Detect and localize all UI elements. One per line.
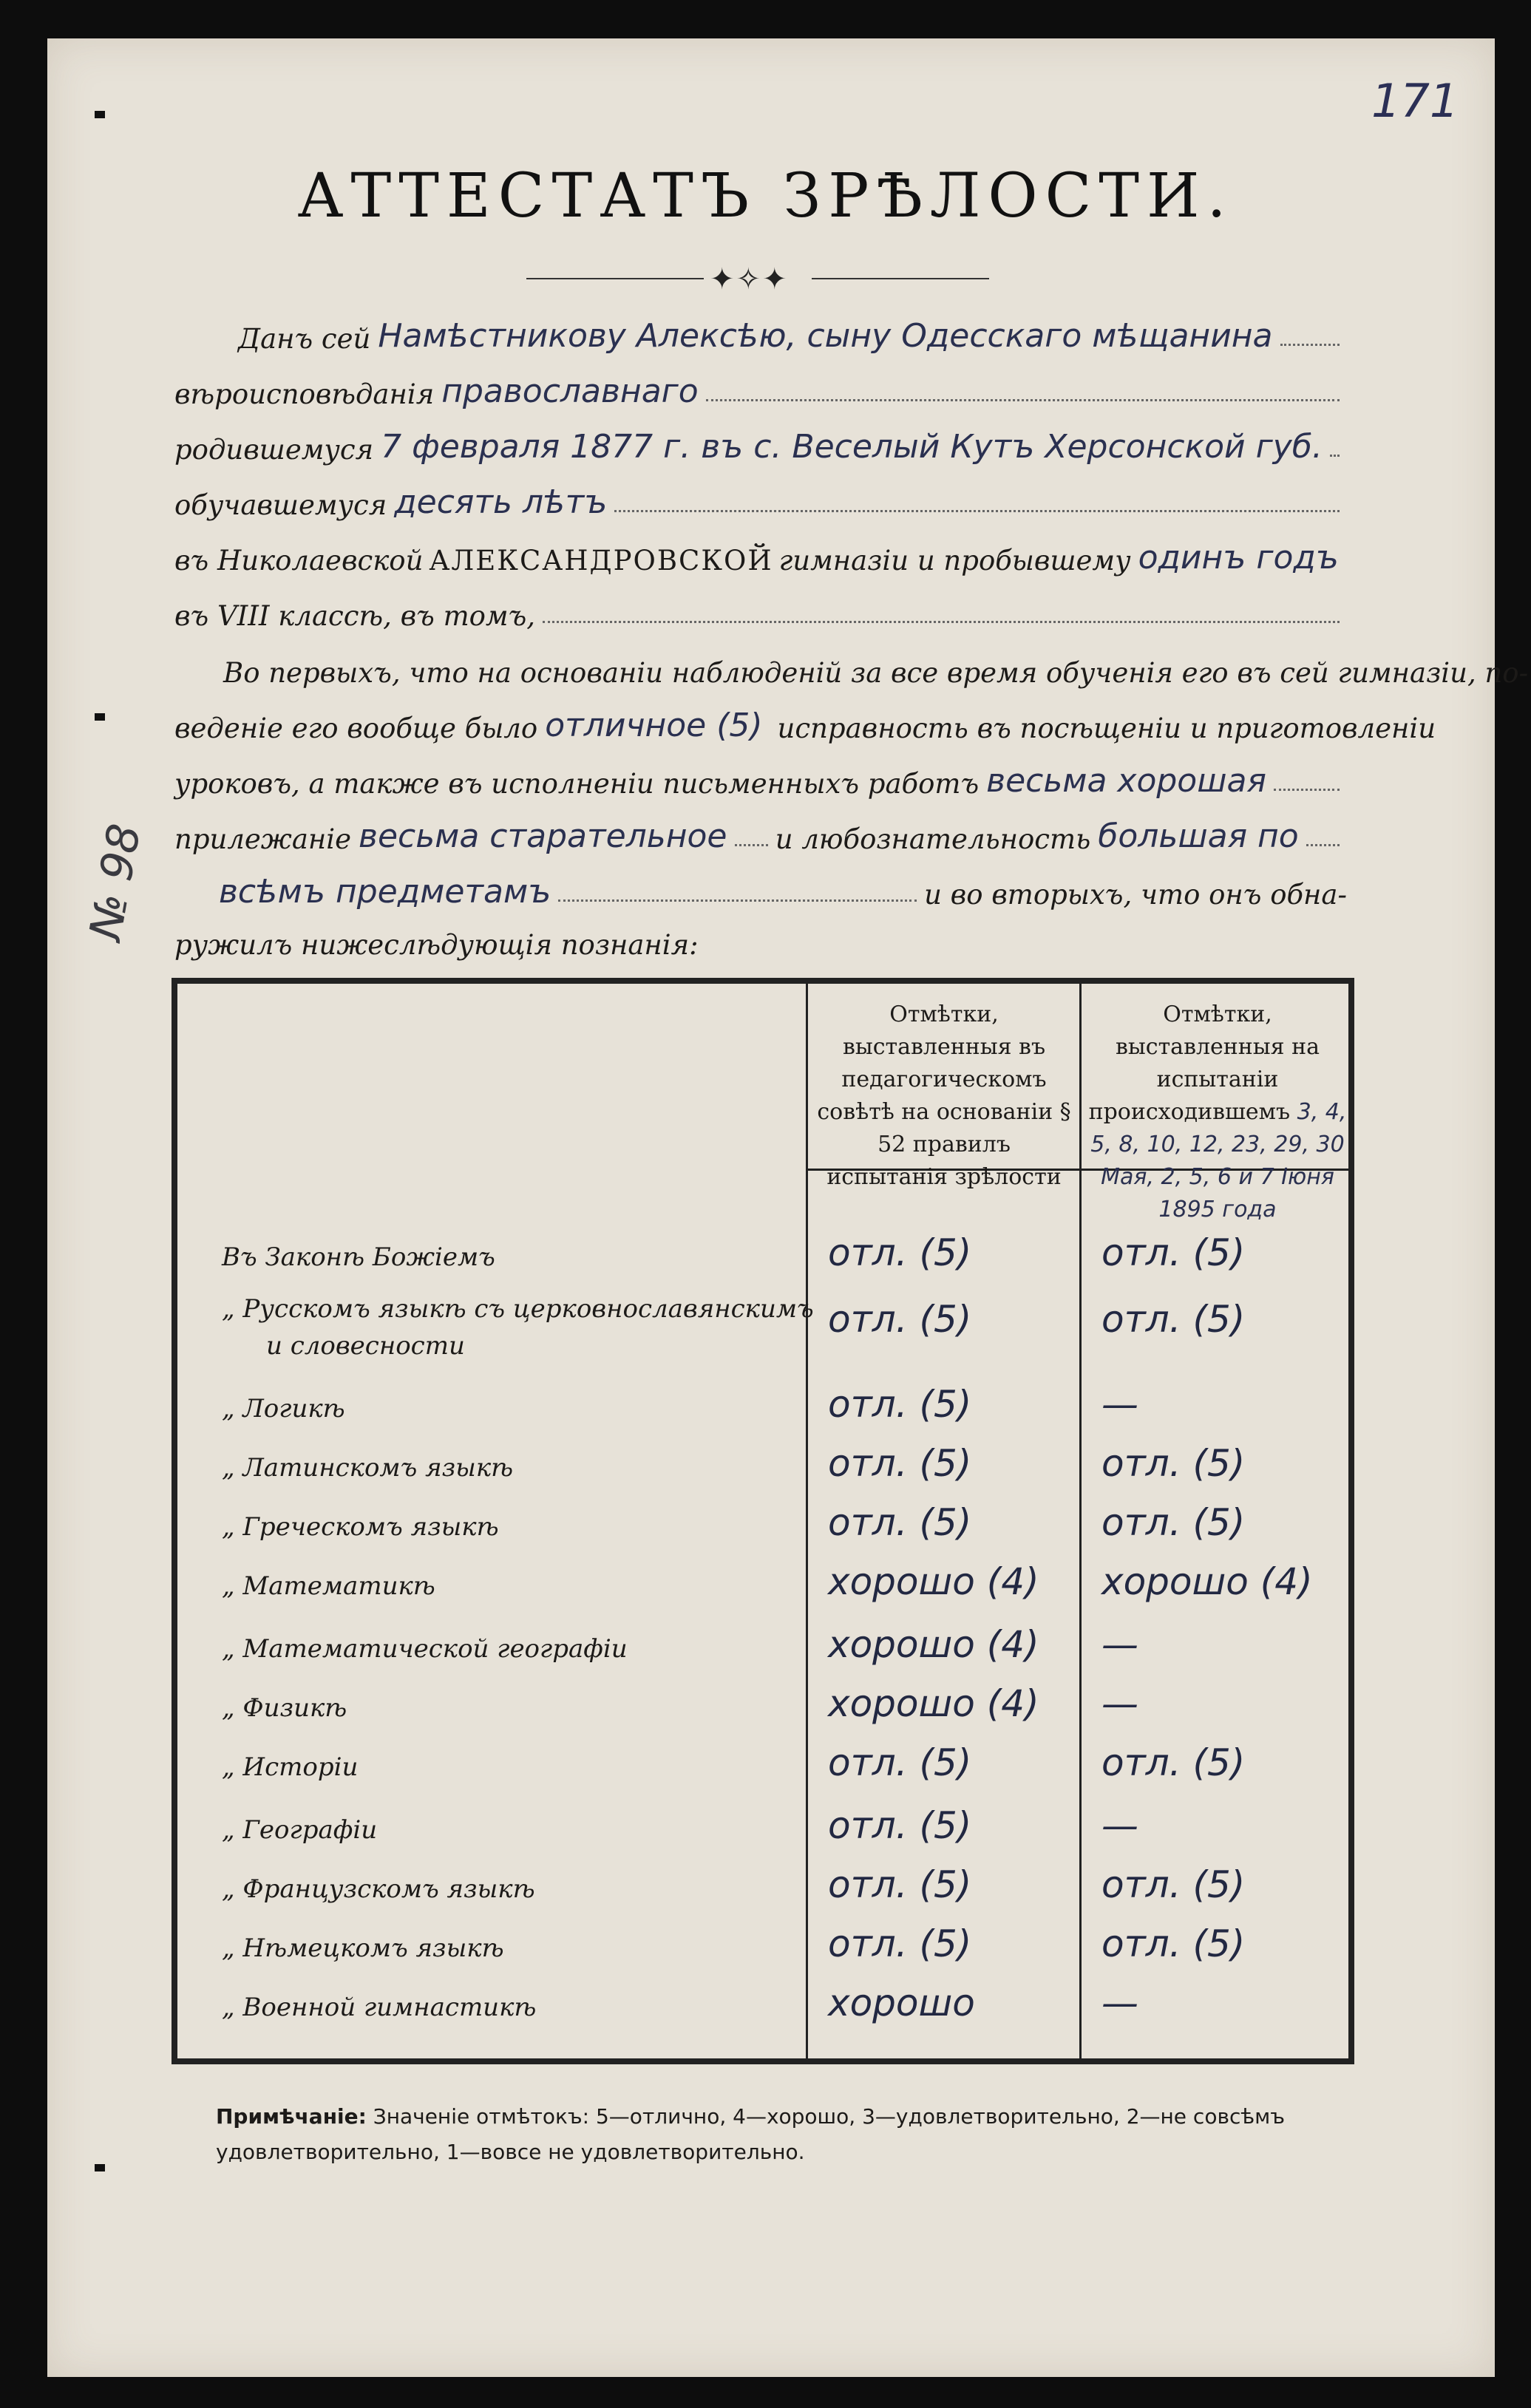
header-exam-dates: 3, 4, 5, 8, 10, 12, 23, 29, 30 Мая, 2, 5, 6 и 7 Іюня 1895 года [1090, 1099, 1347, 1222]
handwritten-zeal: весьма старательное [359, 817, 727, 855]
handwritten-conduct: отличное (5) [545, 707, 763, 744]
subject-label: „ Географіи [222, 1815, 378, 1845]
body-text: Во первыхъ, что на основаніи наблюденій за все время обученія его въ сей гимназіи, по- [223, 657, 1529, 689]
grade-council: отл. (5) [828, 1501, 972, 1544]
dotted-line [706, 398, 1340, 401]
gymnasium-name: АЛЕКСАНДРОВСКОЙ [429, 545, 773, 577]
subject-label: „ Русскомъ языкѣ съ церковнославянскимъ [222, 1294, 814, 1324]
title-rule-left [526, 278, 704, 279]
punch-mark [95, 2164, 105, 2171]
grade-council: отл. (5) [828, 1231, 972, 1274]
subject-label: „ Нѣмецкомъ языкѣ [222, 1933, 504, 1963]
dotted-line [1330, 454, 1340, 457]
grades-table [172, 978, 1354, 2064]
label: гимназіи и пробывшему [778, 545, 1131, 577]
table-divider [806, 984, 808, 2058]
handwritten-curiosity: большая по [1098, 817, 1299, 855]
label: вѣроисповѣданія [174, 378, 435, 410]
subject-label: Въ Законѣ Божіемъ [222, 1242, 495, 1272]
label: въ Николаевской [174, 545, 424, 577]
line-gymnasium [174, 532, 1347, 577]
subject-label-cont: и словесности [266, 1331, 465, 1361]
grade-exam: отл. (5) [1101, 1442, 1246, 1485]
grade-exam: — [1101, 1383, 1138, 1426]
label: обучавшемуся [174, 489, 387, 521]
title-rule-right [812, 278, 989, 279]
handwritten-diligence: весьма хорошая [986, 762, 1266, 800]
label: въ VIII классѣ, въ томъ, [174, 600, 536, 632]
punch-mark [95, 713, 105, 721]
body-text: исправность въ посѣщеніи и приготовленіи [777, 712, 1436, 744]
line-given [238, 310, 1347, 355]
subject-label: „ Физикѣ [222, 1693, 347, 1723]
header-exam [1088, 999, 1347, 1226]
body-text: веденіе его вообще было [174, 712, 538, 744]
subject-label: „ Исторіи [222, 1752, 359, 1782]
grade-exam: — [1101, 1804, 1138, 1847]
body-line-5 [174, 866, 1347, 911]
dotted-line [1306, 843, 1340, 846]
grade-council: хорошо (4) [828, 1682, 1039, 1725]
header-council: Отмѣтки, выставленныя въ педагогическомъ совѣтѣ на основаніи § 52 правилъ испытанія зрѣлости [817, 1001, 1071, 1190]
body-text: уроковъ, а также въ исполненіи письменныхъ работъ [174, 768, 980, 800]
line-class [174, 588, 1347, 632]
grade-council: хорошо (4) [828, 1623, 1039, 1666]
body-text: и во вторыхъ, что онъ обна- [924, 879, 1347, 911]
subject-label: „ Французскомъ языкѣ [222, 1874, 535, 1904]
dotted-line [543, 620, 1340, 623]
dotted-line [1274, 788, 1340, 791]
grade-council: хорошо [828, 1982, 975, 2024]
subject-label: „ Математической географіи [222, 1634, 628, 1664]
handwritten-name: Намѣстникову Алексѣю, сыну Одесскаго мѣщанина [378, 317, 1273, 355]
footnote-label: Примѣчаніе: [216, 2104, 367, 2129]
page-title: АТТЕСТАТЪ ЗРѢЛОСТИ. [297, 161, 1234, 231]
grade-council: хорошо (4) [828, 1560, 1039, 1603]
grade-council: отл. (5) [828, 1922, 972, 1965]
footnote [216, 2099, 1354, 2170]
grade-exam: отл. (5) [1101, 1922, 1246, 1965]
grade-council: отл. (5) [828, 1383, 972, 1426]
table-divider [1079, 984, 1082, 2058]
ornament: ✦✧✦ [710, 262, 789, 296]
grade-exam: отл. (5) [1101, 1231, 1246, 1274]
dotted-line [558, 899, 917, 902]
body-line-4 [174, 811, 1347, 855]
label: Данъ сей [238, 323, 371, 355]
body-text: и любознательность [775, 823, 1091, 855]
grade-exam: — [1101, 1982, 1138, 2024]
grade-council: отл. (5) [828, 1804, 972, 1847]
subject-label: „ Военной гимнастикѣ [222, 1993, 537, 2022]
handwritten-curiosity-cont: всѣмъ предметамъ [219, 873, 551, 911]
grade-exam: — [1101, 1682, 1138, 1725]
subject-label: „ Греческомъ языкѣ [222, 1512, 499, 1542]
punch-mark [95, 111, 105, 118]
grade-council: отл. (5) [828, 1741, 972, 1784]
grade-exam: отл. (5) [1101, 1863, 1246, 1906]
grade-exam: отл. (5) [1101, 1741, 1246, 1784]
grade-council: отл. (5) [828, 1863, 972, 1906]
folio-number: 171 [1371, 74, 1459, 128]
handwritten-religion: православнаго [441, 373, 699, 410]
handwritten-duration: десять лѣтъ [394, 483, 608, 521]
body-text: ружилъ нижеслѣдующія познанія: [174, 929, 699, 961]
subject-label: „ Латинскомъ языкѣ [222, 1453, 514, 1483]
side-annotation: № 98 [80, 820, 152, 945]
subject-label: „ Логикѣ [222, 1394, 345, 1424]
body-line-2 [174, 700, 1436, 744]
dotted-line [1280, 343, 1340, 346]
header-exam-printed: Отмѣтки, выставленныя на испытаніи происходившемъ [1088, 1001, 1320, 1125]
grade-exam: — [1101, 1623, 1138, 1666]
label: родившемуся [174, 434, 374, 466]
body-line-1 [223, 644, 1529, 689]
grade-exam: отл. (5) [1101, 1501, 1246, 1544]
line-born [174, 421, 1347, 466]
grade-council: отл. (5) [828, 1298, 972, 1341]
grade-exam: отл. (5) [1101, 1298, 1246, 1341]
body-line-6 [174, 916, 1347, 961]
grade-council: отл. (5) [828, 1442, 972, 1485]
grade-exam: хорошо (4) [1101, 1560, 1313, 1603]
line-religion [174, 366, 1347, 410]
dotted-line [614, 509, 1340, 512]
subject-label: „ Математикѣ [222, 1571, 435, 1601]
dotted-line [735, 843, 768, 846]
body-line-3 [174, 755, 1347, 800]
body-text: прилежаніе [174, 823, 352, 855]
footnote-text: Значеніе отмѣтокъ: 5—отлично, 4—хорошо, 3—удовлетворительно, 2—не совсѣмъ удовлетворительно, 1—вовсе не удовлетворительно. [216, 2104, 1286, 2164]
line-studied [174, 477, 1347, 521]
handwritten-stay: одинъ годъ [1138, 539, 1339, 577]
handwritten-birth: 7 февраля 1877 г. въ с. Веселый Кутъ Херсонской губ. [381, 428, 1323, 466]
